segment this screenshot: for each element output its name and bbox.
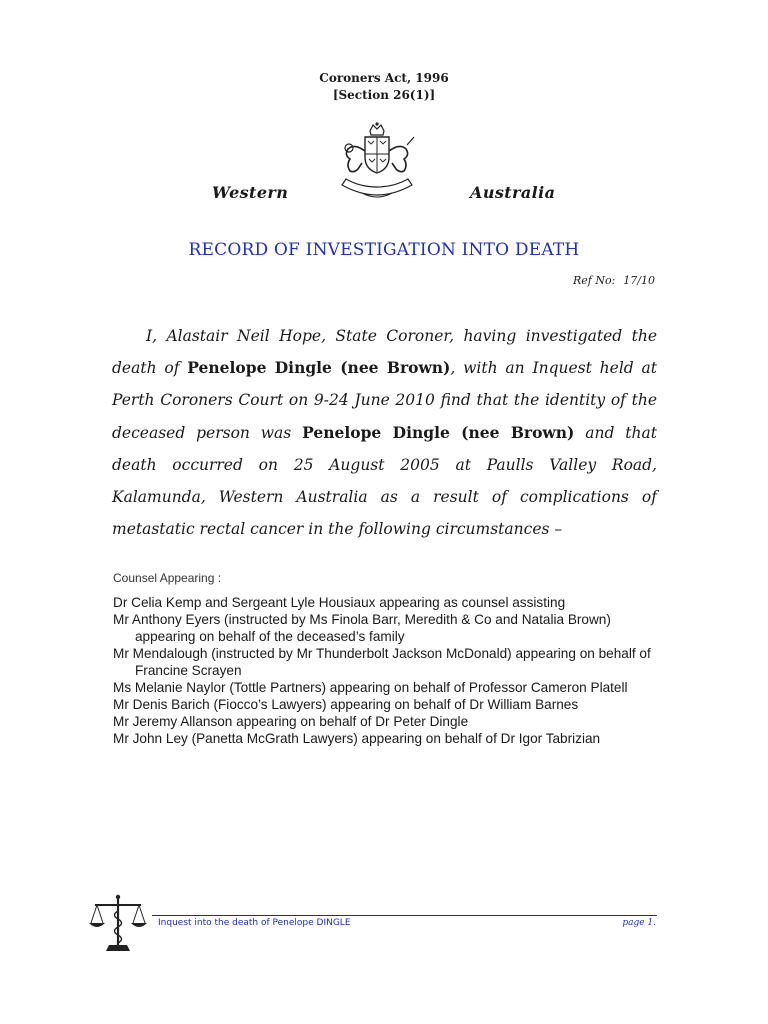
state-name-left: Western [212,183,289,202]
document-title: RECORD OF INVESTIGATION INTO DEATH [188,240,580,260]
footer-rule [152,915,657,916]
counsel-item: Mr Anthony Eyers (instructed by Ms Finola Barr, Meredith & Co and Natalia Brown) appearing on behalf of the deceased’s family [113,612,611,644]
state-name-right: Australia [470,183,556,202]
counsel-item: Mr Mendalough (instructed by Mr Thunderbolt Jackson McDonald) appearing on behalf of Francine Scrayen [113,646,651,678]
act-section: [Section 26(1)] [332,88,436,102]
counsel-item: Dr Celia Kemp and Sergeant Lyle Housiaux appearing as counsel assisting [113,595,566,610]
findings-inquest: , with an Inquest held at Perth Coroners Court on 9-24 June 2010 find that the identity of the deceased person was [112,359,657,442]
counsel-item: Mr John Ley (Panetta McGrath Lawyers) appearing on behalf of Dr Igor Tabrizian [113,731,601,746]
findings-paragraph [112,320,657,545]
deceased-name: Penelope Dingle (nee Brown) [187,358,451,378]
act-name: Coroners Act, 1996 [319,71,449,85]
counsel-list [113,594,673,747]
page-number: page 1. [622,918,656,928]
act-citation [0,70,768,104]
findings-intro: I, Alastair Neil Hope, State Coroner, having investigated the death of [112,327,657,378]
counsel-item: Mr Jeremy Allanson appearing on behalf of Dr Peter Dingle [113,714,469,729]
scales-of-justice-icon [87,893,149,955]
findings-circumstances: and that death occurred on 25 August 2005 at Paulls Valley Road, Kalamunda, Western Australia as a result of complications of metastatic rectal cancer in the following circumstances – [112,423,657,539]
counsel-item: Mr Denis Barich (Fiocco’s Lawyers) appearing on behalf of Dr William Barnes [113,697,579,712]
counsel-heading: Counsel Appearing : [113,571,222,585]
footer-title: Inquest into the death of Penelope DINGLE [158,918,351,928]
ref-label: Ref No: [572,274,616,287]
coat-of-arms-icon [332,121,422,203]
reference-number [573,274,655,287]
ref-value: 17/10 [623,274,655,287]
counsel-item: Ms Melanie Naylor (Tottle Partners) appearing on behalf of Professor Cameron Platell [113,680,628,695]
deceased-name-identity: Penelope Dingle (nee Brown) [302,422,575,442]
